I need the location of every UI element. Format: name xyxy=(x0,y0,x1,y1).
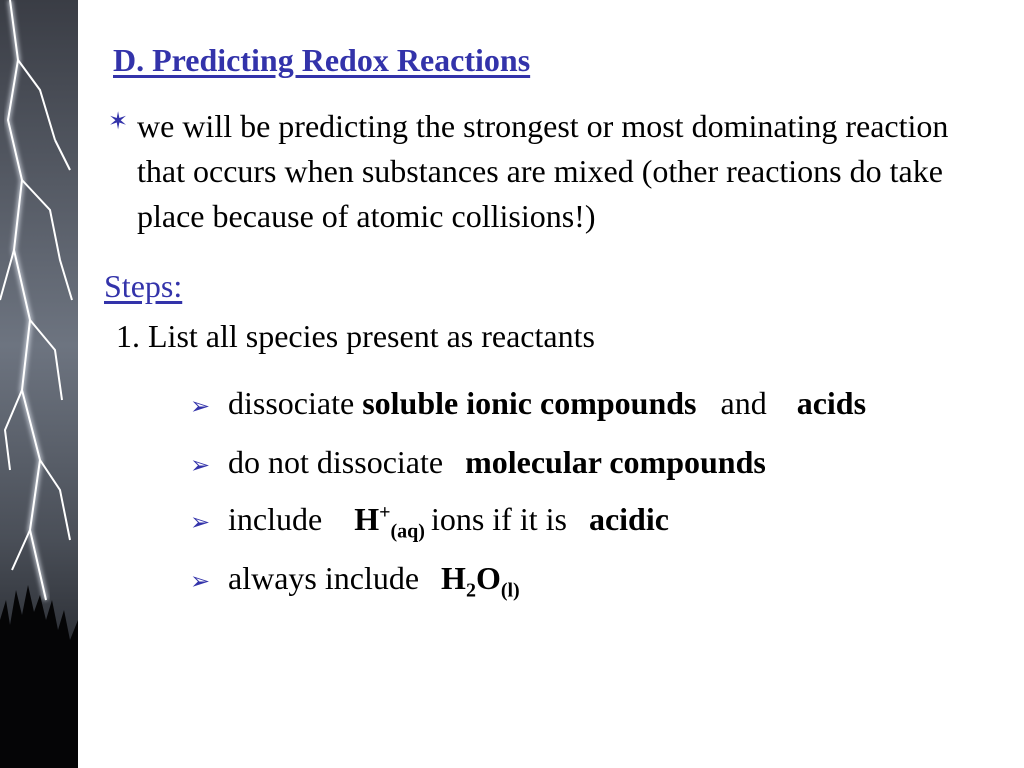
state-subscript: (aq) xyxy=(390,520,425,543)
arrow-bullet-icon: ➢ xyxy=(190,510,211,536)
sub-bullet-text: do not dissociate xyxy=(228,444,444,480)
star-bullet-icon: ✶ xyxy=(108,109,129,135)
count-subscript: 2 xyxy=(465,579,476,602)
arrow-bullet-icon: ➢ xyxy=(190,453,211,479)
sub-bullet-bold: molecular compounds xyxy=(465,444,766,480)
intro-bullet-text: we will be predicting the strongest or most dominating reaction that occurs when substances are mixed (other reactions do take place because of atomic collisions!) xyxy=(137,108,949,234)
sub-bullet-bold: acidic xyxy=(588,501,669,537)
arrow-bullet-icon: ➢ xyxy=(190,394,211,420)
oxygen-symbol: O xyxy=(475,560,501,596)
sub-bullet-not-dissociate xyxy=(190,444,766,481)
sub-bullet-include-h xyxy=(190,501,669,543)
steps-heading: Steps: xyxy=(104,268,183,304)
sub-bullet-dissociate xyxy=(190,385,866,422)
intro-bullet xyxy=(108,104,968,239)
arrow-bullet-icon: ➢ xyxy=(190,569,211,595)
slide-title: D. Predicting Redox Reactions xyxy=(113,42,531,78)
sub-bullet-text: always include xyxy=(228,560,420,596)
sub-bullet-text: dissociate xyxy=(228,385,355,421)
sub-bullet-text: ions if it is xyxy=(430,501,567,537)
charge-superscript: + xyxy=(379,501,391,524)
hydrogen-symbol: H xyxy=(354,501,380,537)
lightning-side-image xyxy=(0,0,78,768)
sub-bullet-bold: soluble ionic compounds xyxy=(362,385,697,421)
sub-bullet-text: include xyxy=(228,501,323,537)
state-subscript: (l) xyxy=(500,579,520,602)
step-1: 1. List all species present as reactants xyxy=(116,318,595,354)
sub-bullet-water xyxy=(190,560,520,602)
sub-bullet-bold: acids xyxy=(796,385,867,421)
hydrogen-symbol: H xyxy=(441,560,466,596)
sub-bullet-text: and xyxy=(720,385,767,421)
